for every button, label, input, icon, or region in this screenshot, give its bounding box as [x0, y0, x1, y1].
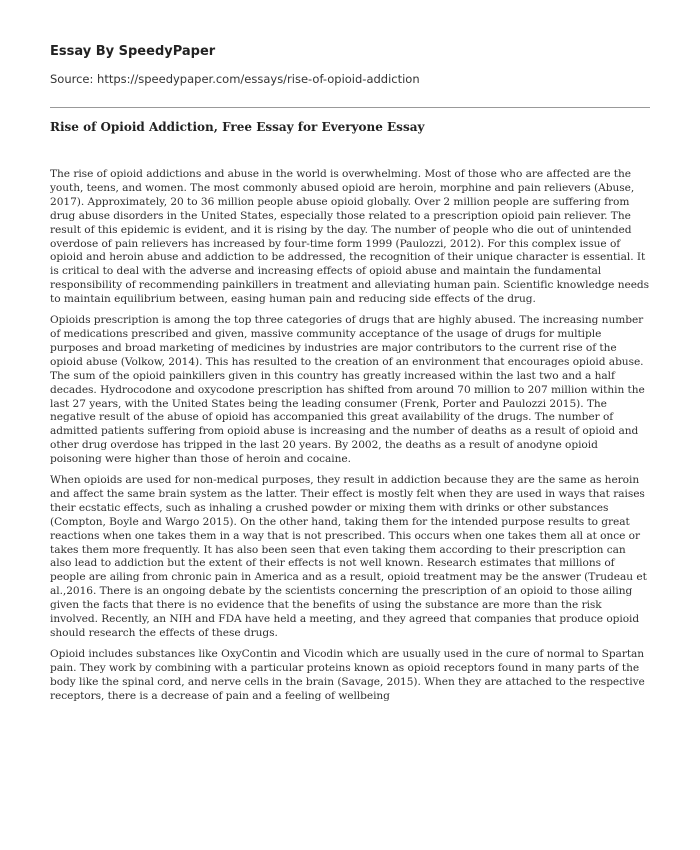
site-title: Essay By SpeedyPaper — [50, 44, 216, 59]
paragraph-2: Opioids prescription is among the top three categories of drugs that are highly abused. The increasing number of medications prescribed and given, massive community acceptance of the usage of drugs for multiple purposes and broad marketing of medicines by industries are major contributors to the current rise of the opioid abuse (Volkow, 2014). This has resulted to the creation of an environment that encourages opioid abuse. The sum of the opioid painkillers given in this country has greatly increased within the last two and a half decades. Hydrocodone and oxycodone prescription has shifted from around 70 million to 207 million within the last 27 years, with the United States being the leading consumer (Frenk, Porter and Paulozzi 2015). The negative result of the abuse of opioid has accompanied this great availability of the drugs. The number of admitted patients suffering from opioid abuse is increasing and the number of deaths as a result of opioid and other drug overdose has tripped in the last 20 years. By 2002, the deaths as a result of anodyne opioid poisoning were higher than those of heroin and cocaine. — [50, 314, 645, 466]
paragraph-1: The rise of opioid addictions and abuse in the world is overwhelming. Most of those who are affected are the youth, teens, and women. The most commonly abused opioid are heroin, morphine and pain relievers (Abuse, 2017). Approximately, 20 to 36 million people abuse opioid globally. Over 2 million people are suffering from drug abuse disorders in the United States, especially those related to a prescription opioid pain reliever. The result of this epidemic is evident, and it is rising by the day. The number of people who die out of unintended overdose of pain relievers has increased by four-time form 1999 (Paulozzi, 2012). For this complex issue of opioid and heroin abuse and addiction to be addressed, the recognition of their unique character is essential. It is critical to deal with the adverse and increasing effects of opioid abuse and maintain the fundamental responsibility of recommending painkillers in treatment and alleviating human pain. Scientific knowledge needs to maintain equilibrium between, easing human pain and reducing side effects of the drug. — [50, 168, 650, 306]
paragraph-4: Opioid includes substances like OxyContin and Vicodin which are usually used in the cure of normal to Spartan pain. They work by combining with a particular proteins known as opioid receptors found in many parts of the body like the spinal cord, and nerve cells in the brain (Savage, 2015). When they are attached to the respective receptors, there is a decrease of pain and a feeling of wellbeing — [50, 647, 645, 702]
paragraph-3: When opioids are used for non-medical purposes, they result in addiction because they are the same as heroin and affect the same brain system as the latter. Their effect is mostly felt when they are used in ways that raises their ecstatic effects, such as inhaling a crushed powder or mixing them with drinks or other substances (Compton, Boyle and Wargo 2015). On the other hand, taking them for the intended purpose results to great reactions when one takes them in a way that is not prescribed. This occurs when one takes them all at once or takes them more frequently. It has also been seen that even taking them according to their prescription can also lead to addiction but the extent of their effects is not well known. Research estimates that millions of people are ailing from chronic pain in America and as a result, opioid treatment may be the answer (Trudeau et al.,2016. There is an ongoing debate by the scientists concerning the prescription of an opioid to those ailing given the facts that there is no evidence that the benefits of using the substance are more than the risk involved. Recently, an NIH and FDA have held a meeting, and they agreed that companies that produce opioid should research the effects of these drugs. — [50, 474, 647, 639]
source-line: Source: https://speedypaper.com/essays/rise-of-opioid-addiction — [50, 72, 420, 86]
header-divider — [50, 107, 650, 108]
essay-body — [50, 168, 650, 711]
essay-title: Rise of Opioid Addiction, Free Essay for Everyone Essay — [50, 120, 425, 134]
